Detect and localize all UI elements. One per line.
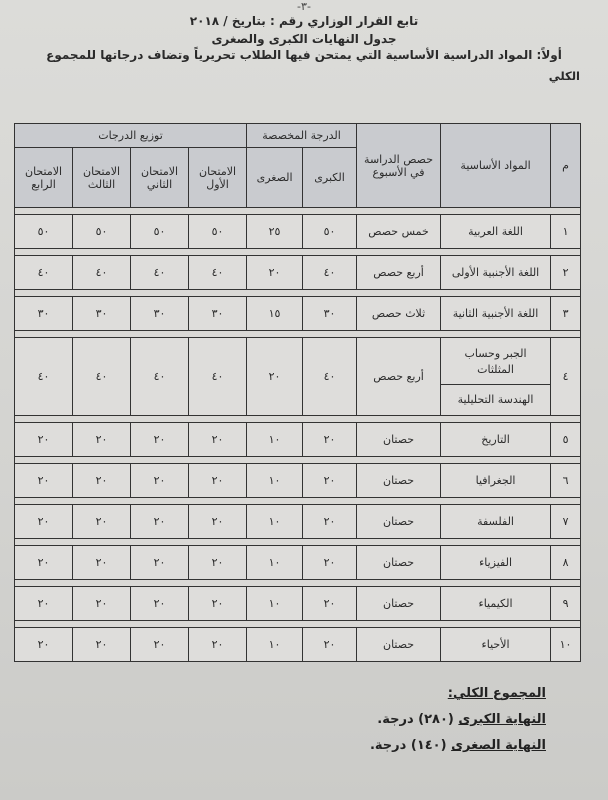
row-min-grade: ١٠	[247, 546, 303, 580]
row-index: ٣	[551, 297, 581, 331]
row-exam4: ٢٠	[15, 546, 73, 580]
col-header-exam2: الامتحان الثاني	[131, 148, 189, 208]
row-separator	[15, 457, 581, 464]
row-exam3: ٢٠	[73, 546, 131, 580]
row-subject: الجغرافيا	[441, 464, 551, 498]
row-min-grade: ١٠	[247, 464, 303, 498]
row-index: ٥	[551, 423, 581, 457]
col-header-subject: المواد الأساسية	[441, 124, 551, 208]
row-max-grade: ٢٠	[303, 505, 357, 539]
table-row	[15, 256, 581, 290]
row-exam4: ٤٠	[15, 256, 73, 290]
row-index: ٩	[551, 587, 581, 621]
row-subject-part-a: الجبر وحساب المثلثات	[441, 340, 550, 385]
row-max-grade: ٢٠	[303, 423, 357, 457]
row-max-grade: ٥٠	[303, 215, 357, 249]
row-exam2: ٢٠	[131, 587, 189, 621]
row-separator-cell	[15, 331, 581, 338]
row-exam2: ٤٠	[131, 256, 189, 290]
row-min-grade: ١٠	[247, 505, 303, 539]
row-exam1: ٢٠	[189, 628, 247, 662]
row-min-grade: ٢٥	[247, 215, 303, 249]
row-separator	[15, 539, 581, 546]
row-separator	[15, 208, 581, 215]
page-number: -٣-	[297, 0, 311, 13]
row-periods: أربع حصص	[357, 338, 441, 416]
row-max-grade: ٢٠	[303, 464, 357, 498]
table-row	[15, 546, 581, 580]
row-exam1: ٤٠	[189, 338, 247, 416]
totals-block	[246, 686, 546, 764]
row-min-grade: ٢٠	[247, 256, 303, 290]
row-exam2: ٤٠	[131, 338, 189, 416]
row-periods: حصتان	[357, 505, 441, 539]
row-separator-cell	[15, 621, 581, 628]
row-max-grade: ٣٠	[303, 297, 357, 331]
row-subject: اللغة الأجنبية الأولى	[441, 256, 551, 290]
row-exam3: ٢٠	[73, 587, 131, 621]
row-exam1: ٢٠	[189, 587, 247, 621]
col-header-min: الصغرى	[247, 148, 303, 208]
row-subject: التاريخ	[441, 423, 551, 457]
row-exam3: ٤٠	[73, 256, 131, 290]
row-separator	[15, 290, 581, 297]
totals-min-line	[246, 738, 546, 753]
row-separator-cell	[15, 457, 581, 464]
row-exam1: ٥٠	[189, 215, 247, 249]
row-periods: حصتان	[357, 546, 441, 580]
row-exam2: ٢٠	[131, 505, 189, 539]
row-max-grade: ٤٠	[303, 256, 357, 290]
grades-table	[14, 123, 581, 662]
section-heading-continued: الكلي	[548, 69, 580, 83]
row-exam3: ٤٠	[73, 338, 131, 416]
row-exam3: ٢٠	[73, 505, 131, 539]
row-min-grade: ١٥	[247, 297, 303, 331]
row-separator-cell	[15, 498, 581, 505]
row-index: ٤	[551, 338, 581, 416]
row-subject-part-b: الهندسة التحليلية	[457, 392, 534, 406]
row-exam4: ٤٠	[15, 338, 73, 416]
row-max-grade: ٢٠	[303, 587, 357, 621]
col-header-periods: حصص الدراسة في الأسبوع	[357, 124, 441, 208]
row-subject: اللغة العربية	[441, 215, 551, 249]
row-exam3: ٣٠	[73, 297, 131, 331]
col-header-allocated: الدرجة المخصصة	[247, 124, 357, 148]
row-exam2: ٣٠	[131, 297, 189, 331]
row-max-grade: ٢٠	[303, 628, 357, 662]
table-row	[15, 464, 581, 498]
row-exam2: ٥٠	[131, 215, 189, 249]
section-heading: أولاً: المواد الدراسية الأساسية التي يمتحن فيها الطلاب تحريرياً وتضاف درجاتها للمجموع	[46, 48, 562, 62]
row-separator-cell	[15, 290, 581, 297]
row-min-grade: ١٠	[247, 628, 303, 662]
row-exam4: ٢٠	[15, 587, 73, 621]
row-exam4: ٢٠	[15, 505, 73, 539]
totals-max-value: (٢٨٠) درجة.	[377, 712, 454, 727]
row-exam4: ٥٠	[15, 215, 73, 249]
row-separator	[15, 580, 581, 587]
row-separator	[15, 249, 581, 256]
row-periods: خمس حصص	[357, 215, 441, 249]
row-periods: ثلاث حصص	[357, 297, 441, 331]
row-index: ٨	[551, 546, 581, 580]
row-max-grade: ٤٠	[303, 338, 357, 416]
row-exam2: ٢٠	[131, 628, 189, 662]
row-index: ١٠	[551, 628, 581, 662]
row-exam3: ٥٠	[73, 215, 131, 249]
row-subject: الفلسفة	[441, 505, 551, 539]
table-row	[15, 297, 581, 331]
row-separator	[15, 498, 581, 505]
row-exam2: ٢٠	[131, 546, 189, 580]
row-subject: اللغة الأجنبية الثانية	[441, 297, 551, 331]
table-row	[15, 505, 581, 539]
row-index: ٧	[551, 505, 581, 539]
row-separator-cell	[15, 416, 581, 423]
col-header-max: الكبرى	[303, 148, 357, 208]
row-index: ٦	[551, 464, 581, 498]
row-index: ٢	[551, 256, 581, 290]
col-header-exam1: الامتحان الأول	[189, 148, 247, 208]
row-exam1: ٣٠	[189, 297, 247, 331]
row-periods: حصتان	[357, 628, 441, 662]
row-exam4: ٢٠	[15, 628, 73, 662]
row-separator-cell	[15, 208, 581, 215]
row-separator-cell	[15, 249, 581, 256]
row-periods: أربع حصص	[357, 256, 441, 290]
row-exam1: ٢٠	[189, 505, 247, 539]
row-periods: حصتان	[357, 587, 441, 621]
col-header-index: م	[551, 124, 581, 208]
row-exam1: ٢٠	[189, 464, 247, 498]
row-separator	[15, 331, 581, 338]
row-exam4: ٣٠	[15, 297, 73, 331]
totals-min-label: النهاية الصغرى	[451, 738, 546, 753]
row-subject: الكيمياء	[441, 587, 551, 621]
row-exam1: ٢٠	[189, 423, 247, 457]
row-exam2: ٢٠	[131, 423, 189, 457]
table-row	[15, 587, 581, 621]
row-exam3: ٢٠	[73, 628, 131, 662]
totals-min-value: (١٤٠) درجة.	[369, 738, 447, 753]
table-title: جدول النهايات الكبرى والصغرى	[211, 32, 397, 46]
totals-title: المجموع الكلي:	[447, 686, 546, 701]
table-row	[15, 423, 581, 457]
col-header-distribution: توزيع الدرجات	[15, 124, 247, 148]
row-subject-split	[441, 338, 551, 416]
col-header-exam4: الامتحان الرابع	[15, 148, 73, 208]
row-min-grade: ٢٠	[247, 338, 303, 416]
table-body	[15, 208, 581, 662]
table-row	[15, 338, 581, 416]
row-exam1: ٢٠	[189, 546, 247, 580]
decree-reference: تابع القرار الوزاري رقم : بتاريخ / ٢٠١٨	[189, 14, 419, 28]
table-row	[15, 628, 581, 662]
row-exam3: ٢٠	[73, 423, 131, 457]
row-separator	[15, 416, 581, 423]
totals-max-line	[246, 712, 546, 727]
row-index: ١	[551, 215, 581, 249]
row-exam1: ٤٠	[189, 256, 247, 290]
row-separator	[15, 621, 581, 628]
row-subject: الأحياء	[441, 628, 551, 662]
row-periods: حصتان	[357, 464, 441, 498]
totals-max-label: النهاية الكبرى	[458, 712, 546, 727]
row-min-grade: ١٠	[247, 587, 303, 621]
row-max-grade: ٢٠	[303, 546, 357, 580]
row-exam4: ٢٠	[15, 464, 73, 498]
row-subject: الفيزياء	[441, 546, 551, 580]
row-periods: حصتان	[357, 423, 441, 457]
col-header-exam3: الامتحان الثالث	[73, 148, 131, 208]
row-exam4: ٢٠	[15, 423, 73, 457]
table-row	[15, 215, 581, 249]
row-exam2: ٢٠	[131, 464, 189, 498]
row-min-grade: ١٠	[247, 423, 303, 457]
row-separator-cell	[15, 539, 581, 546]
row-exam3: ٢٠	[73, 464, 131, 498]
row-separator-cell	[15, 580, 581, 587]
